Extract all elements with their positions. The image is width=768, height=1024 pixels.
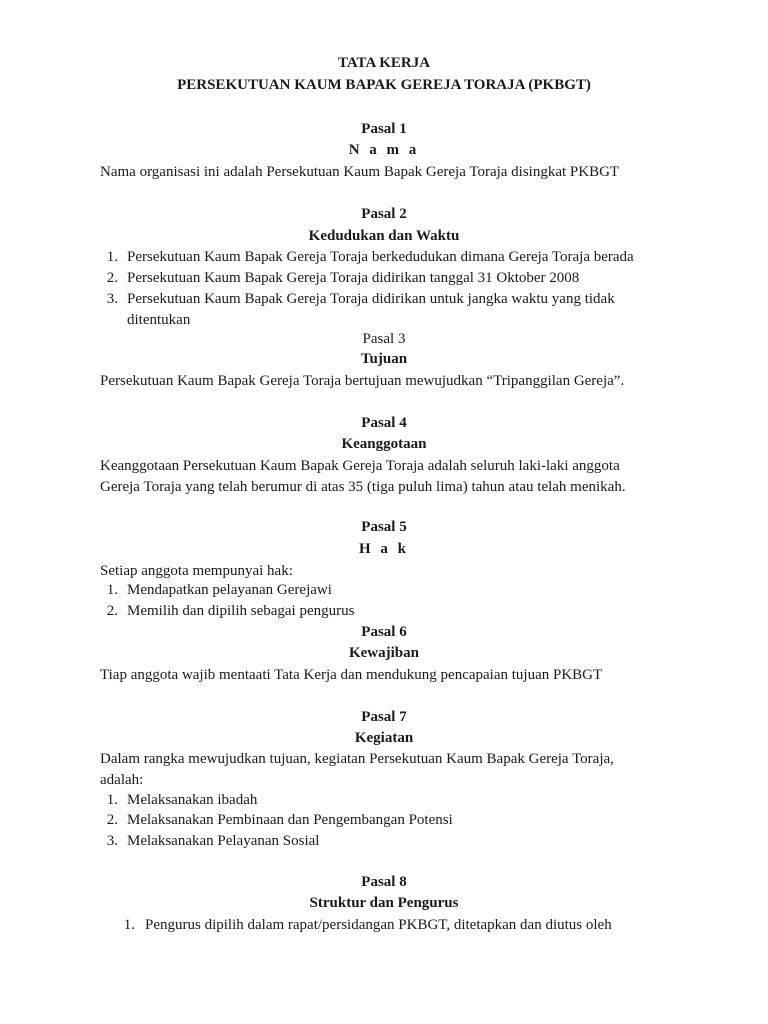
list-item-number: 2. bbox=[106, 603, 118, 619]
pasal-3-label: Pasal 3 bbox=[362, 331, 406, 347]
list-item-number: 1. bbox=[123, 917, 135, 933]
document-subtitle: PERSEKUTUAN KAUM BAPAK GEREJA TORAJA (PKBGT) bbox=[177, 77, 591, 93]
pasal-5-heading: H a k bbox=[358, 541, 409, 557]
pasal-6-label: Pasal 6 bbox=[361, 624, 407, 640]
pasal-5-intro: Setiap anggota mempunyai hak: bbox=[100, 563, 293, 579]
list-item-text: Pengurus dipilih dalam rapat/persidangan PKBGT, ditetapkan dan diutus oleh bbox=[145, 917, 612, 933]
pasal-7-label: Pasal 7 bbox=[361, 709, 407, 725]
list-item-text: Melaksanakan ibadah bbox=[127, 792, 258, 808]
list-item-text: Melaksanakan Pelayanan Sosial bbox=[127, 833, 320, 849]
list-item-text: Persekutuan Kaum Bapak Gereja Toraja berkedudukan dimana Gereja Toraja berada bbox=[127, 249, 634, 265]
pasal-1-label: Pasal 1 bbox=[361, 121, 407, 137]
list-item-text: Melaksanakan Pembinaan dan Pengembangan Potensi bbox=[127, 812, 453, 828]
pasal-3-heading: Tujuan bbox=[360, 351, 408, 367]
list-item-number: 3. bbox=[106, 833, 118, 849]
pasal-2-label: Pasal 2 bbox=[361, 206, 407, 222]
list-item-text: Memilih dan dipilih sebagai pengurus bbox=[127, 603, 355, 619]
pasal-4-label: Pasal 4 bbox=[361, 415, 407, 431]
pasal-7-intro-line-1: Dalam rangka mewujudkan tujuan, kegiatan Persekutuan Kaum Bapak Gereja Toraja, bbox=[100, 751, 614, 767]
list-item-text: Mendapatkan pelayanan Gerejawi bbox=[127, 582, 332, 598]
pasal-4-text-line-2: Gereja Toraja yang telah berumur di atas 35 (tiga puluh lima) tahun atau telah menikah. bbox=[100, 479, 626, 495]
pasal-2-heading: Kedudukan dan Waktu bbox=[308, 228, 460, 244]
pasal-1-heading: N a m a bbox=[348, 142, 420, 158]
list-item-number: 1. bbox=[106, 582, 118, 598]
pasal-7-intro-line-2: adalah: bbox=[100, 772, 144, 788]
pasal-8-label: Pasal 8 bbox=[361, 874, 407, 890]
pasal-6-heading: Kewajiban bbox=[348, 645, 419, 661]
list-item-text: Persekutuan Kaum Bapak Gereja Toraja didirikan tanggal 31 Oktober 2008 bbox=[127, 270, 580, 286]
list-item-number: 1. bbox=[106, 792, 118, 808]
list-item-text-continuation: ditentukan bbox=[127, 312, 191, 328]
pasal-4-heading: Keanggotaan bbox=[341, 436, 427, 452]
list-item-number: 1. bbox=[106, 249, 118, 265]
list-item-text: Persekutuan Kaum Bapak Gereja Toraja didirikan untuk jangka waktu yang tidak bbox=[127, 291, 615, 307]
pasal-4-text-line-1: Keanggotaan Persekutuan Kaum Bapak Gereja Toraja adalah seluruh laki-laki anggota bbox=[100, 458, 620, 474]
list-item-number: 2. bbox=[106, 812, 118, 828]
list-item-number: 3. bbox=[106, 291, 118, 307]
document-title: TATA KERJA bbox=[337, 55, 431, 71]
pasal-3-text: Persekutuan Kaum Bapak Gereja Toraja bertujuan mewujudkan “Tripanggilan Gereja”. bbox=[100, 373, 625, 389]
pasal-1-text: Nama organisasi ini adalah Persekutuan Kaum Bapak Gereja Toraja disingkat PKBGT bbox=[100, 164, 620, 180]
pasal-5-label: Pasal 5 bbox=[361, 519, 407, 535]
pasal-7-heading: Kegiatan bbox=[354, 730, 414, 746]
pasal-6-text: Tiap anggota wajib mentaati Tata Kerja dan mendukung pencapaian tujuan PKBGT bbox=[100, 667, 603, 683]
pasal-8-heading: Struktur dan Pengurus bbox=[309, 895, 459, 911]
list-item-number: 2. bbox=[106, 270, 118, 286]
